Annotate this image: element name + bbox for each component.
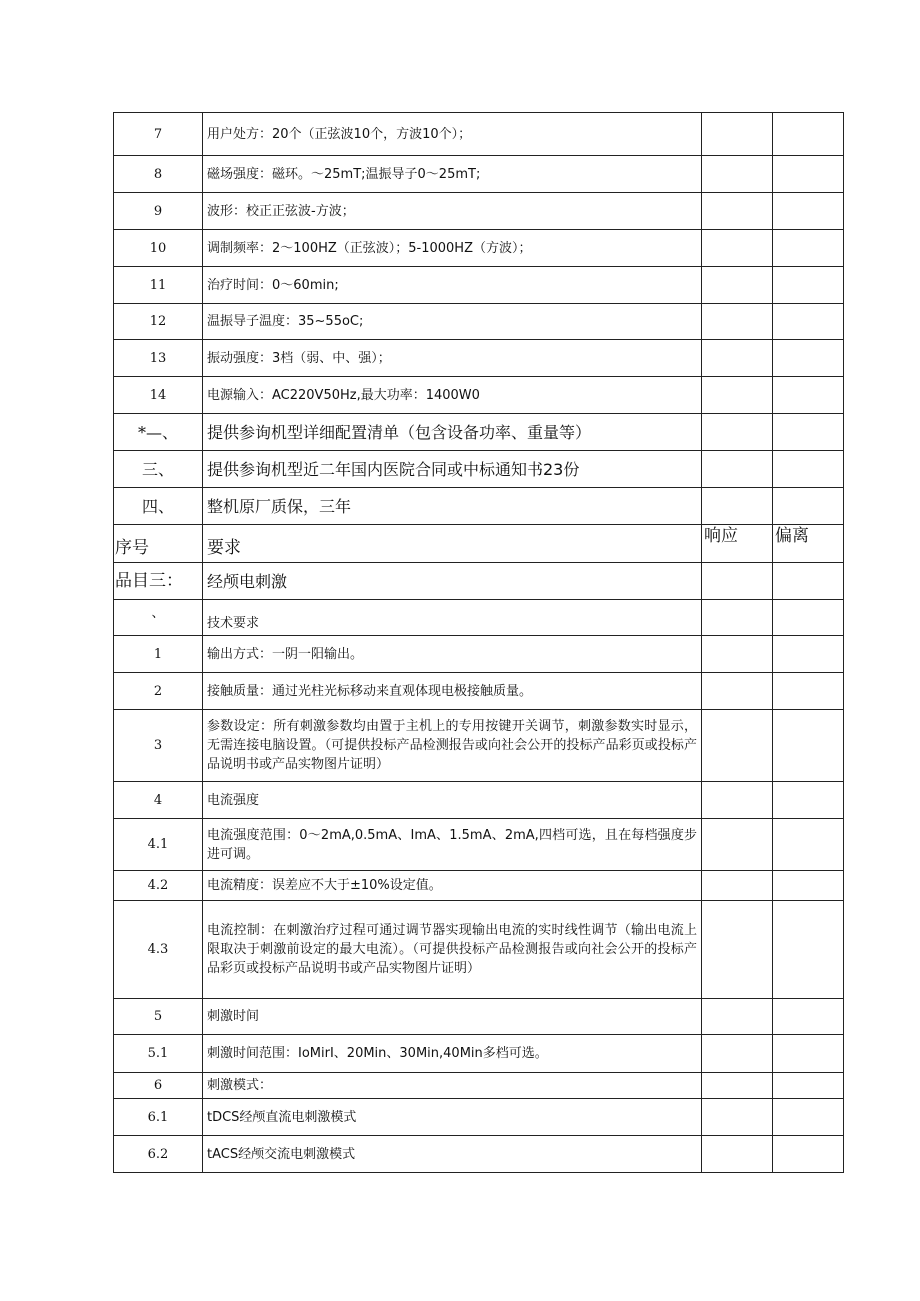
row-number: 3 (114, 710, 203, 782)
deviation-cell[interactable] (773, 377, 844, 414)
deviation-cell[interactable] (773, 999, 844, 1035)
deviation-cell[interactable] (773, 636, 844, 673)
row-requirement: tACS经颅交流电刺激模式 (203, 1136, 702, 1173)
header-number: 序号 (114, 525, 203, 563)
deviation-cell[interactable] (773, 782, 844, 819)
table-row (114, 451, 844, 488)
row-requirement: tDCS经颅直流电刺激模式 (203, 1099, 702, 1136)
deviation-cell[interactable] (773, 488, 844, 525)
row-requirement: 磁场强度：磁环。〜25mT;温振导子0〜25mT; (203, 156, 702, 193)
row-number: *—、 (114, 414, 203, 451)
deviation-cell[interactable] (773, 304, 844, 340)
response-cell[interactable] (702, 710, 773, 782)
deviation-cell[interactable] (773, 1073, 844, 1099)
row-requirement: 提供参询机型详细配置清单（包含设备功率、重量等） (203, 414, 702, 451)
table-row (114, 782, 844, 819)
row-number: 四、 (114, 488, 203, 525)
response-cell[interactable] (702, 636, 773, 673)
response-cell[interactable] (702, 193, 773, 230)
response-cell[interactable] (702, 999, 773, 1035)
table-row (114, 871, 844, 901)
row-requirement: 电源输入：AC220V50Hz,最大功率：1400W0 (203, 377, 702, 414)
row-number: 三、 (114, 451, 203, 488)
row-number: 12 (114, 304, 203, 340)
deviation-cell[interactable] (773, 819, 844, 871)
response-cell[interactable] (702, 819, 773, 871)
deviation-cell[interactable] (773, 113, 844, 156)
table-row (114, 1136, 844, 1173)
table-header-row (114, 525, 844, 563)
requirements-table (113, 112, 844, 1173)
deviation-cell[interactable] (773, 156, 844, 193)
row-number: 6 (114, 1073, 203, 1099)
header-deviation: 偏离 (773, 525, 844, 563)
row-number: 4.1 (114, 819, 203, 871)
deviation-cell[interactable] (773, 414, 844, 451)
row-requirement: 波形：校正正弦波-方波； (203, 193, 702, 230)
deviation-cell[interactable] (773, 1099, 844, 1136)
row-requirement: 刺激模式： (203, 1073, 702, 1099)
response-cell[interactable] (702, 673, 773, 710)
response-cell[interactable] (702, 267, 773, 304)
response-cell[interactable] (702, 414, 773, 451)
row-requirement: 电流控制：在刺激治疗过程可通过调节器实现输出电流的实时线性调节（输出电流上限取决于刺激前设定的最大电流）。（可提供投标产品检测报告或向社会公开的投标产品彩页或投标产品说明书或产品实物图片证明） (203, 901, 702, 999)
deviation-cell[interactable] (773, 1136, 844, 1173)
response-cell[interactable] (702, 304, 773, 340)
deviation-cell[interactable] (773, 1035, 844, 1073)
row-requirement: 整机原厂质保，三年 (203, 488, 702, 525)
row-number: 1 (114, 636, 203, 673)
response-cell[interactable] (702, 113, 773, 156)
table-row (114, 673, 844, 710)
deviation-cell[interactable] (773, 451, 844, 488)
response-cell[interactable] (702, 563, 773, 600)
response-cell[interactable] (702, 488, 773, 525)
table-row (114, 999, 844, 1035)
response-cell[interactable] (702, 600, 773, 636)
deviation-cell[interactable] (773, 871, 844, 901)
row-number: 13 (114, 340, 203, 377)
table-row (114, 710, 844, 782)
row-number: 14 (114, 377, 203, 414)
section-title: 技术要求 (203, 600, 702, 636)
deviation-cell[interactable] (773, 901, 844, 999)
item-title: 经颅电刺激 (203, 563, 702, 600)
table-row (114, 340, 844, 377)
row-requirement: 接触质量：通过光柱光标移动来直观体现电极接触质量。 (203, 673, 702, 710)
response-cell[interactable] (702, 377, 773, 414)
deviation-cell[interactable] (773, 193, 844, 230)
response-cell[interactable] (702, 1099, 773, 1136)
item-number: 品目三： (114, 563, 203, 600)
table-row (114, 304, 844, 340)
response-cell[interactable] (702, 340, 773, 377)
row-requirement: 用户处方：20个（正弦波10个，方波10个）； (203, 113, 702, 156)
table-row (114, 267, 844, 304)
deviation-cell[interactable] (773, 710, 844, 782)
row-requirement: 温振导子温度：35~55oC; (203, 304, 702, 340)
table-row (114, 819, 844, 871)
section-row (114, 600, 844, 636)
response-cell[interactable] (702, 901, 773, 999)
deviation-cell[interactable] (773, 563, 844, 600)
response-cell[interactable] (702, 451, 773, 488)
response-cell[interactable] (702, 156, 773, 193)
row-requirement: 参数设定：所有刺激参数均由置于主机上的专用按键开关调节，刺激参数实时显示，无需连接电脑设置。（可提供投标产品检测报告或向社会公开的投标产品彩页或投标产品说明书或产品实物图片证明） (203, 710, 702, 782)
deviation-cell[interactable] (773, 600, 844, 636)
row-requirement: 振动强度：3档（弱、中、强）； (203, 340, 702, 377)
response-cell[interactable] (702, 871, 773, 901)
deviation-cell[interactable] (773, 230, 844, 267)
row-number: 4.2 (114, 871, 203, 901)
table-row (114, 377, 844, 414)
row-number: 6.2 (114, 1136, 203, 1173)
row-requirement: 刺激时间 (203, 999, 702, 1035)
table-row (114, 1035, 844, 1073)
table-row (114, 636, 844, 673)
table-row (114, 113, 844, 156)
row-number: 10 (114, 230, 203, 267)
header-response: 响应 (702, 525, 773, 563)
row-number: 6.1 (114, 1099, 203, 1136)
table-row (114, 1073, 844, 1099)
deviation-cell[interactable] (773, 267, 844, 304)
requirements-sheet (113, 112, 844, 1173)
row-number: 11 (114, 267, 203, 304)
row-requirement: 调制频率：2〜100HZ（正弦波）；5-1000HZ（方波）； (203, 230, 702, 267)
table-row (114, 193, 844, 230)
deviation-cell[interactable] (773, 340, 844, 377)
row-number: 4.3 (114, 901, 203, 999)
row-number: 5.1 (114, 1035, 203, 1073)
row-requirement: 刺激时间范围：IoMirI、20Min、30Min,40Min多档可选。 (203, 1035, 702, 1073)
item-title-row (114, 563, 844, 600)
row-requirement: 电流强度 (203, 782, 702, 819)
response-cell[interactable] (702, 782, 773, 819)
table-row (114, 230, 844, 267)
table-row (114, 156, 844, 193)
row-number: 4 (114, 782, 203, 819)
response-cell[interactable] (702, 230, 773, 267)
row-number: 5 (114, 999, 203, 1035)
row-number: 2 (114, 673, 203, 710)
table-row (114, 488, 844, 525)
row-requirement: 电流精度：误差应不大于±10%设定值。 (203, 871, 702, 901)
response-cell[interactable] (702, 1035, 773, 1073)
row-requirement: 电流强度范围：0〜2mA,0.5mA、ImA、1.5mA、2mA,四档可选，且在每档强度步进可调。 (203, 819, 702, 871)
section-mark: 、 (114, 600, 203, 636)
table-row (114, 414, 844, 451)
header-requirement: 要求 (203, 525, 702, 563)
row-requirement: 治疗时间：0〜60min; (203, 267, 702, 304)
row-number: 9 (114, 193, 203, 230)
response-cell[interactable] (702, 1136, 773, 1173)
row-number: 7 (114, 113, 203, 156)
row-number: 8 (114, 156, 203, 193)
row-requirement: 输出方式：一阴一阳输出。 (203, 636, 702, 673)
deviation-cell[interactable] (773, 673, 844, 710)
response-cell[interactable] (702, 1073, 773, 1099)
row-requirement: 提供参询机型近二年国内医院合同或中标通知书23份 (203, 451, 702, 488)
table-row (114, 901, 844, 999)
table-row (114, 1099, 844, 1136)
